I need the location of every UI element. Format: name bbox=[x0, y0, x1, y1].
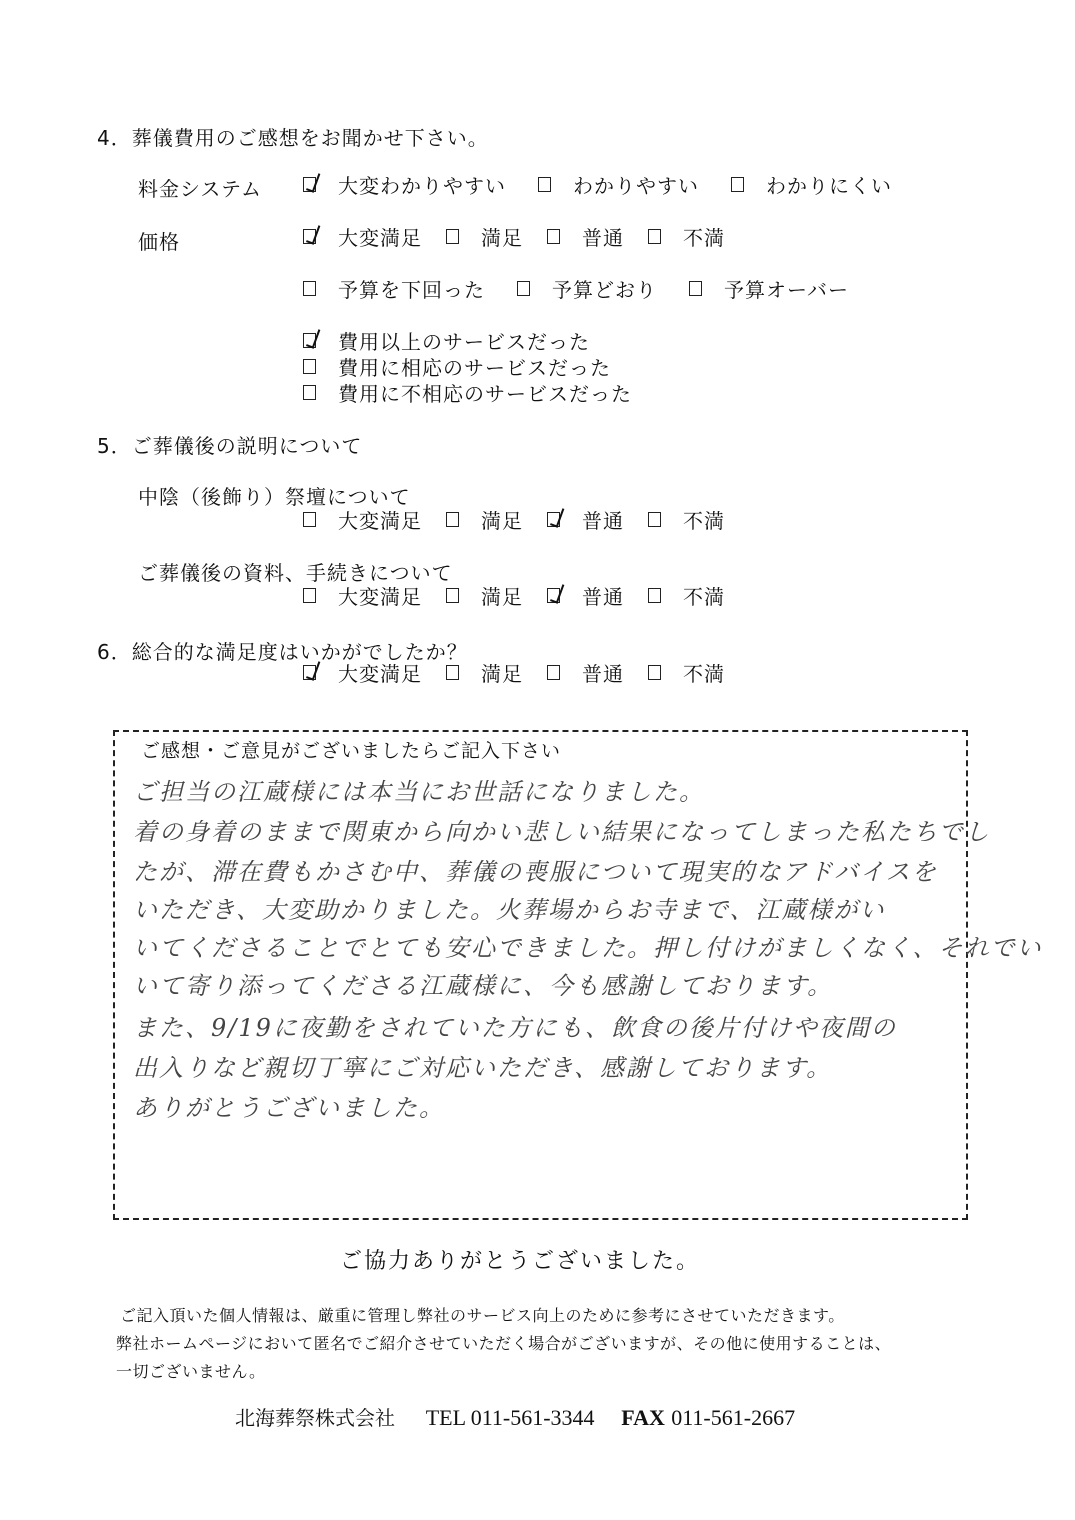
option-satisfied[interactable]: 満足 bbox=[446, 505, 523, 534]
handwritten-line: ありがとうございました。 bbox=[133, 1094, 445, 1122]
option-under-budget[interactable]: 予算を下回った bbox=[303, 274, 485, 303]
altar-label: 中陰（後飾り）祭壇について bbox=[138, 485, 411, 509]
option-very-satisfied[interactable]: 大変満足 bbox=[303, 505, 422, 534]
checkbox-icon[interactable] bbox=[446, 665, 459, 680]
handwritten-line: 着の身着のままで関東から向かい悲しい結果になってしまった私たちでし bbox=[133, 818, 991, 846]
question-4-title: 4．葬儀費用のご感想をお聞かせ下さい。 bbox=[97, 126, 489, 150]
checkbox-icon[interactable] bbox=[648, 665, 661, 680]
option-normal[interactable]: 普通 bbox=[547, 581, 624, 610]
checkbox-icon[interactable] bbox=[689, 281, 702, 296]
option-very-satisfied[interactable]: 大変満足 bbox=[303, 222, 422, 251]
checkbox-icon[interactable] bbox=[303, 281, 316, 296]
checkbox-icon[interactable] bbox=[303, 385, 316, 400]
comments-heading: ご感想・ご意見がございましたらご記入下さい bbox=[141, 740, 562, 762]
option-unclear[interactable]: わかりにくい bbox=[731, 170, 892, 199]
budget-options bbox=[303, 274, 873, 303]
option-dissatisfied[interactable]: 不満 bbox=[648, 658, 725, 687]
price-options bbox=[303, 222, 749, 251]
fax-label: FAX bbox=[621, 1405, 665, 1430]
option-normal[interactable]: 普通 bbox=[547, 222, 624, 251]
checkbox-icon[interactable] bbox=[648, 229, 661, 244]
checkbox-icon[interactable] bbox=[446, 588, 459, 603]
option-normal[interactable]: 普通 bbox=[547, 505, 624, 534]
handwritten-line: いただき、大変助かりました。火葬場からお寺まで、江蔵様がい bbox=[133, 896, 886, 924]
option-dissatisfied[interactable]: 不満 bbox=[648, 222, 725, 251]
phone-number: TEL 011-561-3344 bbox=[425, 1405, 595, 1430]
option-very-satisfied[interactable]: 大変満足 bbox=[303, 658, 422, 687]
price-label: 価格 bbox=[138, 230, 180, 254]
checkbox-icon[interactable] bbox=[538, 177, 551, 192]
service-option-3[interactable]: 費用に不相応のサービスだった bbox=[303, 378, 656, 407]
checkbox-icon[interactable] bbox=[303, 359, 316, 374]
option-over-budget[interactable]: 予算オーバー bbox=[689, 274, 849, 303]
overall-options bbox=[303, 658, 749, 687]
service-option-2[interactable]: 費用に相応のサービスだった bbox=[303, 352, 635, 381]
handwritten-line: いて寄り添ってくださる江蔵様に、今も感謝しております。 bbox=[133, 972, 834, 1000]
handwritten-line: いてくださることでとても安心できました。押し付けがましくなく、それでい bbox=[133, 934, 1043, 962]
checkbox-checked-icon[interactable] bbox=[547, 588, 560, 603]
handwritten-line: ご担当の江蔵様には本当にお世話になりました。 bbox=[133, 778, 705, 806]
option-satisfied[interactable]: 満足 bbox=[446, 658, 523, 687]
option-dissatisfied[interactable]: 不満 bbox=[648, 581, 725, 610]
company-name: 北海葬祭株式会社 bbox=[235, 1406, 395, 1430]
checkbox-icon[interactable] bbox=[517, 281, 530, 296]
checkbox-icon[interactable] bbox=[731, 177, 744, 192]
documents-options bbox=[303, 581, 749, 610]
option-on-budget[interactable]: 予算どおり bbox=[517, 274, 657, 303]
checkbox-icon[interactable] bbox=[446, 512, 459, 527]
checkbox-icon[interactable] bbox=[303, 512, 316, 527]
checkbox-icon[interactable] bbox=[547, 229, 560, 244]
fax-number: 011-561-2667 bbox=[671, 1405, 796, 1430]
privacy-notice-line: 一切ございません。 bbox=[116, 1362, 266, 1381]
altar-options bbox=[303, 505, 749, 534]
service-option-1[interactable]: 費用以上のサービスだった bbox=[303, 326, 614, 355]
pricing-system-options bbox=[303, 170, 916, 199]
checkbox-checked-icon[interactable] bbox=[303, 665, 316, 680]
checkbox-icon[interactable] bbox=[303, 588, 316, 603]
handwritten-line: たが、滞在費もかさむ中、葬儀の喪服について現実的なアドバイスを bbox=[133, 858, 938, 886]
pricing-system-label: 料金システム bbox=[138, 177, 262, 201]
option-very-clear[interactable]: 大変わかりやすい bbox=[303, 170, 506, 199]
option-very-satisfied[interactable]: 大変満足 bbox=[303, 581, 422, 610]
checkbox-checked-icon[interactable] bbox=[303, 333, 316, 348]
privacy-notice-line: ご記入頂いた個人情報は、厳重に管理し弊社のサービス向上のために参考にさせていただきます。 bbox=[120, 1306, 845, 1325]
option-dissatisfied[interactable]: 不満 bbox=[648, 505, 725, 534]
question-5-title: 5．ご葬儀後の説明について bbox=[97, 434, 363, 458]
thanks-message: ご協力ありがとうございました。 bbox=[340, 1249, 701, 1274]
handwritten-line: また、9/19に夜勤をされていた方にも、飲食の後片付けや夜間の bbox=[133, 1014, 897, 1042]
checkbox-checked-icon[interactable] bbox=[303, 177, 316, 192]
option-satisfied[interactable]: 満足 bbox=[446, 222, 523, 251]
checkbox-icon[interactable] bbox=[648, 512, 661, 527]
handwritten-line: 出入りなど親切丁寧にご対応いただき、感謝しております。 bbox=[133, 1054, 833, 1082]
checkbox-icon[interactable] bbox=[547, 665, 560, 680]
checkbox-checked-icon[interactable] bbox=[303, 229, 316, 244]
checkbox-icon[interactable] bbox=[648, 588, 661, 603]
question-6-title: 6．総合的な満足度はいかがでしたか？ bbox=[97, 640, 468, 664]
privacy-notice-line: 弊社ホームページにおいて匿名でご紹介させていただく場合がございますが、その他に使用することは、 bbox=[116, 1334, 892, 1353]
checkbox-icon[interactable] bbox=[446, 229, 459, 244]
option-normal[interactable]: 普通 bbox=[547, 658, 624, 687]
comments-box[interactable] bbox=[113, 730, 1043, 1220]
option-clear[interactable]: わかりやすい bbox=[538, 170, 699, 199]
documents-label: ご葬儀後の資料、手続きについて bbox=[138, 561, 453, 585]
option-satisfied[interactable]: 満足 bbox=[446, 581, 523, 610]
company-footer bbox=[235, 1402, 795, 1431]
checkbox-checked-icon[interactable] bbox=[547, 512, 560, 527]
